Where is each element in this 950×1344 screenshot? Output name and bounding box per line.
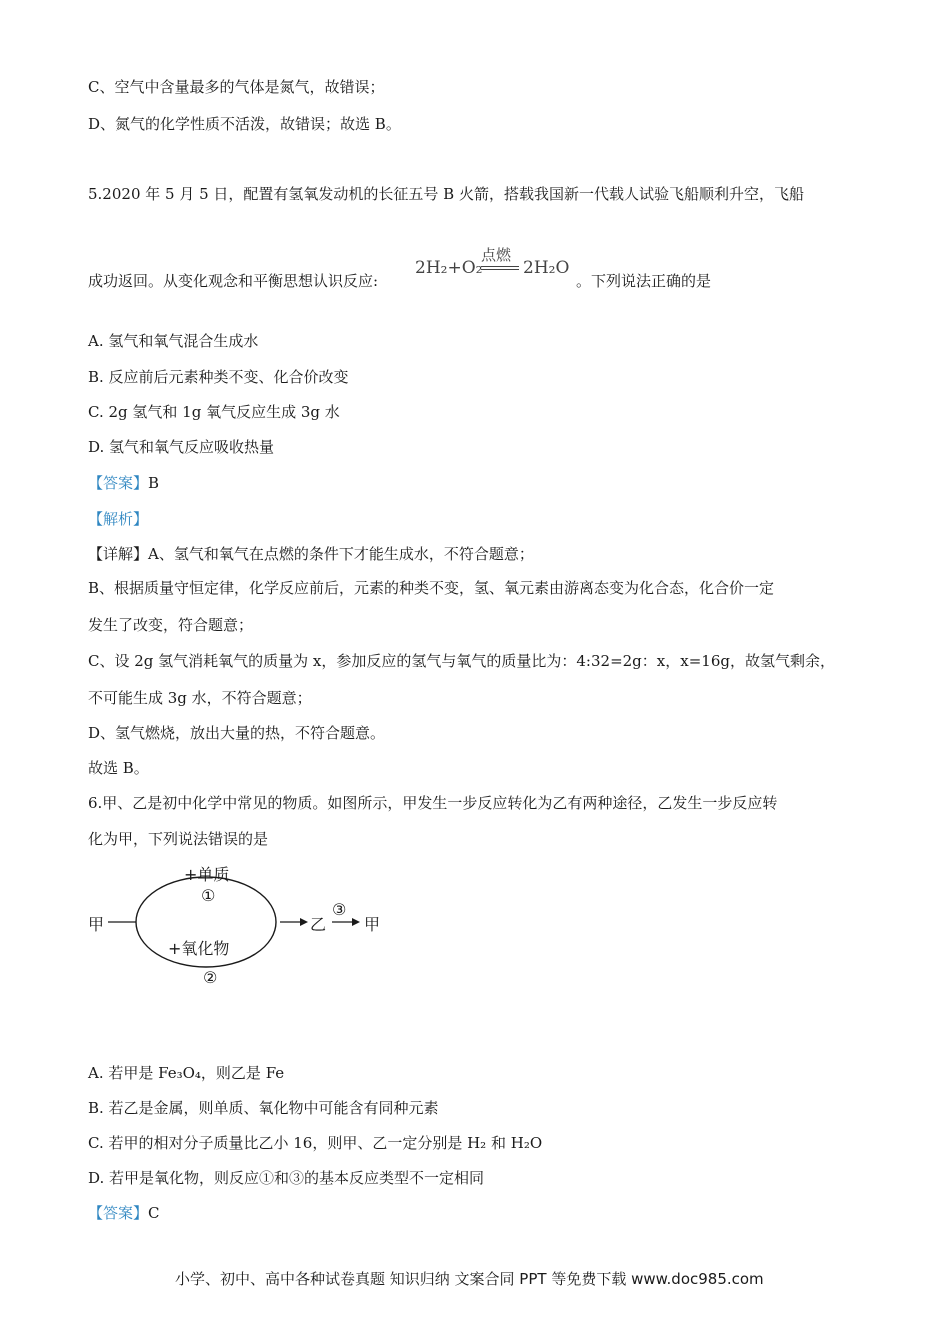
arrow-to-yi-head — [300, 918, 308, 926]
diagram-middle-yi: 乙 — [310, 915, 327, 934]
equation-products: 2H₂O — [523, 258, 570, 278]
question-5-stem: 5.2020 年 5 月 5 日，配置有氢氧发动机的长征五号 B 火箭，搭载我国新一代载人试验飞船顺利升空，飞船 — [88, 185, 804, 203]
diagram-step-3: ③ — [332, 900, 347, 919]
question-6-answer — [88, 1203, 160, 1223]
answer-tag: 【答案】 — [88, 1204, 149, 1222]
answer-tag: 【答案】 — [88, 474, 149, 492]
detail-c-1: C、设 2g 氢气消耗氧气的质量为 x，参加反应的氢气与氧气的质量比为：4:32=2g：x，x=16g，故氢气剩余， — [88, 652, 835, 670]
question-5-answer — [88, 473, 159, 493]
diagram-step-1: ① — [201, 886, 216, 905]
question-5-option-c: C. 2g 氢气和 1g 氧气反应生成 3g 水 — [88, 403, 340, 421]
detail-d: D、氢气燃烧，放出大量的热，不符合题意。 — [88, 724, 386, 742]
question-6-option-a: A. 若甲是 Fe₃O₄，则乙是 Fe — [88, 1064, 285, 1082]
detail-a: 【详解】A、氢气和氧气在点燃的条件下才能生成水，不符合题意； — [88, 545, 534, 563]
question-6-option-b: B. 若乙是金属，则单质、氧化物中可能含有同种元素 — [88, 1099, 439, 1117]
question-6-stem-2: 化为甲，下列说法错误的是 — [88, 830, 269, 848]
equation-sign-bottom — [481, 269, 519, 270]
analysis-tag: 【解析】 — [88, 510, 149, 528]
question-5-stem-prefix: 成功返回。从变化观念和平衡思想认识反应: — [88, 272, 379, 290]
arrow-to-jia-head — [352, 918, 360, 926]
diagram-lines — [88, 858, 388, 988]
question-5-stem-suffix: 。下列说法正确的是 — [576, 272, 712, 290]
detail-conclusion: 故选 B。 — [88, 759, 149, 777]
question-5-option-b: B. 反应前后元素种类不变、化合价改变 — [88, 368, 349, 386]
question-6-option-c: C. 若甲的相对分子质量比乙小 16，则甲、乙一定分别是 H₂ 和 H₂O — [88, 1134, 543, 1152]
chemical-equation — [415, 244, 580, 294]
diagram-start-jia: 甲 — [88, 915, 105, 934]
answer-value: C — [148, 1204, 160, 1222]
diagram-step-2: ② — [203, 968, 218, 987]
equation-reactants: 2H₂+O₂ — [415, 258, 483, 278]
diagram-top-label: +单质 — [184, 865, 230, 884]
diagram-end-jia: 甲 — [364, 915, 381, 934]
detail-b-1: B、根据质量守恒定律，化学反应前后，元素的种类不变，氢、氧元素由游离态变为化合态，化合价一定 — [88, 579, 775, 597]
detail-c-2: 不可能生成 3g 水，不符合题意； — [88, 689, 312, 707]
equation-sign-top — [481, 266, 519, 267]
answer-value: B — [148, 474, 160, 492]
question-6-option-d: D. 若甲是氧化物，则反应①和③的基本反应类型不一定相同 — [88, 1169, 485, 1187]
page-footer: 小学、初中、高中各种试卷真题 知识归纳 文案合同 PPT 等免费下载 www.doc985.com — [175, 1270, 764, 1288]
option-c-explanation: C、空气中含量最多的气体是氮气，故错误； — [88, 78, 385, 96]
option-d-explanation: D、氮气的化学性质不活泼，故错误；故选 B。 — [88, 115, 401, 133]
question-6-stem-1: 6.甲、乙是初中化学中常见的物质。如图所示，甲发生一步反应转化为乙有两种途径，乙发生一步反应转 — [88, 794, 778, 812]
question-5-option-a: A. 氢气和氧气混合生成水 — [88, 332, 259, 350]
equation-condition: 点燃 — [481, 246, 512, 264]
detail-b-2: 发生了改变，符合题意； — [88, 616, 254, 634]
question-5-option-d: D. 氢气和氧气反应吸收热量 — [88, 438, 275, 456]
diagram-mid-label: +氧化物 — [168, 939, 230, 958]
